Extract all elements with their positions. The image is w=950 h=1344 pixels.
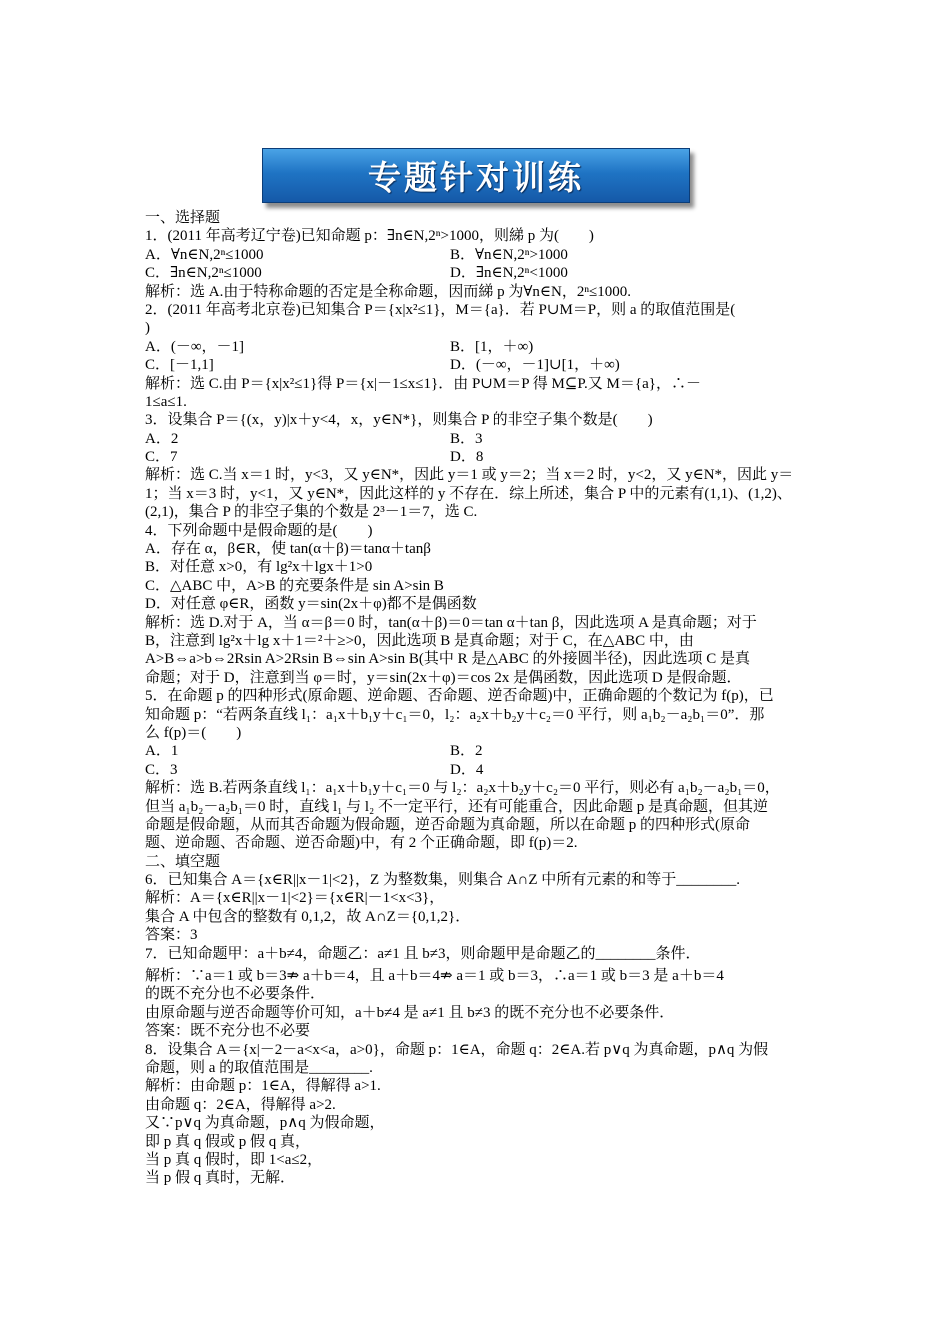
- option-row: [145, 430, 807, 448]
- text-line: 当 p 真 q 假时，即 1<a≤2，: [145, 1151, 323, 1168]
- title-banner: [262, 148, 690, 203]
- text-line: 命题是假命题，从而其否命题为假命题，逆否命题为真命题，所以在命题 p 的四种形式(原命: [145, 816, 750, 833]
- text-line: 答案：3: [145, 927, 198, 944]
- text-line: 命题，则 a 的取值范围是________.: [145, 1059, 373, 1076]
- text-line: 当 p 假 q 真时，无解．: [145, 1170, 296, 1187]
- text-line: 2．(2011 年高考北京卷)已知集合 P＝{x|x²≤1}，M＝{a}．若 P∪M＝P，则 a 的取值范围是(: [145, 301, 736, 318]
- text-line: B，注意到 lg²x＋lg x＋1＝²＋≥>0，因此选项 B 是真命题；对于 C，在△ABC 中，由: [145, 632, 694, 649]
- option-right: D．∃n∈N,2ⁿ<1000: [450, 265, 568, 282]
- text-line: 解析：A＝{x∈R||x－1|<2}＝{x∈R|－1<x<3}，: [145, 890, 445, 907]
- text-line: 解析：∵a＝1 或 b＝3⇏ a＋b＝4，且 a＋b＝4⇏ a＝1 或 b＝3，∴a＝1 或 b＝3 是 a＋b＝4: [145, 968, 724, 985]
- option-right: B．[1，＋∞): [450, 338, 534, 355]
- text-line: (2,1)，集合 P 的非空子集的个数是 2³－1＝7，选 C.: [145, 504, 478, 521]
- text-line: 解析：选 A.由于特称命题的否定是全称命题，因而綈 p 为∀n∈N，2ⁿ≤1000.: [145, 283, 632, 300]
- text-line: 命题；对于 D，注意到当 φ＝时，y＝sin(2x＋φ)＝cos 2x 是偶函数，因此选项 D 是假命题．: [145, 669, 742, 686]
- document-body: [145, 209, 807, 1188]
- text-line: 6．已知集合 A＝{x∈R||x－1|<2}，Z 为整数集，则集合 A∩Z 中所有元素的和等于________.: [145, 872, 741, 889]
- text-line: 二、填空题: [145, 853, 221, 870]
- option-row: [145, 356, 807, 374]
- text-line: 4．下列命题中是假命题的是( ): [145, 522, 373, 539]
- text-line: 8．设集合 A＝{x|－2－a<x<a，a>0}，命题 p：1∈A，命题 q：2∈A.若 p∨q 为真命题，p∧q 为假: [145, 1041, 769, 1058]
- text-line: 解析：选 C.由 P＝{x|x²≤1}得 P＝{x|－1≤x≤1}．由 P∪M＝P 得 M⊆P.又 M＝{a}，∴－: [145, 375, 701, 392]
- option-left: A．(－∞，－1]: [145, 338, 245, 355]
- option-right: B．2: [450, 743, 483, 760]
- text-line: A>B⇔a>b⇔2Rsin A>2Rsin B⇔sin A>sin B(其中 R 是△ABC 的外接圆半径)，因此选项 C 是真: [145, 651, 751, 668]
- option-right: D．(－∞，－1]∪[1，＋∞): [450, 357, 620, 374]
- option-row: [145, 742, 807, 760]
- text-line: 解析：选 C.当 x＝1 时，y<3，又 y∈N*，因此 y＝1 或 y＝2；当 x＝2 时，y<2，又 y∈N*，因此 y＝: [145, 467, 794, 484]
- text-line: 一、选择题: [145, 210, 221, 226]
- option-right: D．4: [450, 761, 484, 778]
- option-left: A．2: [145, 430, 179, 447]
- text-line: 解析：选 B.若两条直线 l₁：a₁x＋b₁y＋c₁＝0 与 l₂：a₂x＋b₂y＋c₂＝0 平行，则必有 a₁b₂－a₂b₁＝0，: [145, 780, 780, 797]
- text-line: 但当 a₁b₂－a₂b₁＝0 时，直线 l₁ 与 l₂ 不一定平行，还有可能重合，因此命题 p 是真命题，但其逆: [145, 798, 769, 815]
- text-line: 即 p 真 q 假或 p 假 q 真，: [145, 1133, 311, 1150]
- text-line: 答案：既不充分也不必要: [145, 1023, 311, 1040]
- text-line: 由命题 q：2∈A，得解得 a>2.: [145, 1096, 336, 1113]
- text-line: 么 f(p)＝( ): [145, 724, 242, 741]
- text-line: 集合 A 中包含的整数有 0,1,2，故 A∩Z＝{0,1,2}．: [145, 908, 471, 925]
- text-line: 解析：选 D.对于 A，当 α＝β＝0 时，tan(α＋β)＝0＝tan α＋tan β，因此选项 A 是真命题；对于: [145, 614, 757, 631]
- text-line: 7．已知命题甲：a＋b≠4，命题乙：a≠1 且 b≠3，则命题甲是命题乙的________条件．: [145, 945, 701, 962]
- text-line: ): [145, 320, 150, 337]
- text-line: 1．(2011 年高考辽宁卷)已知命题 p：∃n∈N,2ⁿ>1000，则綈 p 为( ): [145, 228, 594, 245]
- option-left: C．3: [145, 761, 178, 778]
- text-line: 由原命题与逆否命题等价可知，a＋b≠4 是 a≠1 且 b≠3 的既不充分也不必要条件．: [145, 1004, 675, 1021]
- text-line: 解析：由命题 p：1∈A，得解得 a>1.: [145, 1078, 381, 1095]
- text-line: D．对任意 φ∈R，函数 y＝sin(2x＋φ)都不是偶函数: [145, 596, 477, 613]
- option-right: B．3: [450, 430, 483, 447]
- text-line: 3．设集合 P＝{(x，y)|x＋y<4，x，y∈N*}，则集合 P 的非空子集个数是( ): [145, 412, 653, 429]
- option-left: C．∃n∈N,2ⁿ≤1000: [145, 265, 262, 282]
- option-right: D．8: [450, 449, 484, 466]
- text-line: 题、逆命题、否命题、逆否命题)中，有 2 个正确命题，即 f(p)＝2.: [145, 835, 578, 852]
- text-line: 1；当 x＝3 时，y<1，又 y∈N*，因此这样的 y 不存在．综上所述，集合 P 中的元素有(1,1)、(1,2)、: [145, 485, 792, 502]
- text-line: 又∵p∨q 为真命题，p∧q 为假命题，: [145, 1115, 385, 1132]
- text-line: 的既不充分也不必要条件．: [145, 986, 326, 1003]
- text-line: 1≤a≤1.: [145, 393, 187, 410]
- option-row: [145, 448, 807, 466]
- text-line: 5．在命题 p 的四种形式(原命题、逆命题、否命题、逆否命题)中，正确命题的个数记为 f(p)，已: [145, 688, 774, 705]
- option-left: C．[－1,1]: [145, 357, 214, 374]
- option-row: [145, 246, 807, 264]
- banner-title: 专题针对训练: [368, 158, 584, 197]
- option-left: A．1: [145, 743, 179, 760]
- option-right: B．∀n∈N,2ⁿ>1000: [450, 246, 568, 263]
- text-line: C．△ABC 中，A>B 的充要条件是 sin A>sin B: [145, 577, 444, 594]
- option-left: C．7: [145, 449, 178, 466]
- text-line: A．存在 α，β∈R，使 tan(α＋β)＝tanα＋tanβ: [145, 541, 431, 558]
- option-row: [145, 264, 807, 282]
- option-left: A．∀n∈N,2ⁿ≤1000: [145, 246, 264, 263]
- text-line: B．对任意 x>0，有 lg²x＋lgx＋1>0: [145, 559, 373, 576]
- option-row: [145, 761, 807, 779]
- text-line: 知命题 p：“若两条直线 l₁：a₁x＋b₁y＋c₁＝0，l₂：a₂x＋b₂y＋c₂＝0 平行，则 a₁b₂－a₂b₁＝0”．那: [145, 706, 765, 723]
- option-row: [145, 338, 807, 356]
